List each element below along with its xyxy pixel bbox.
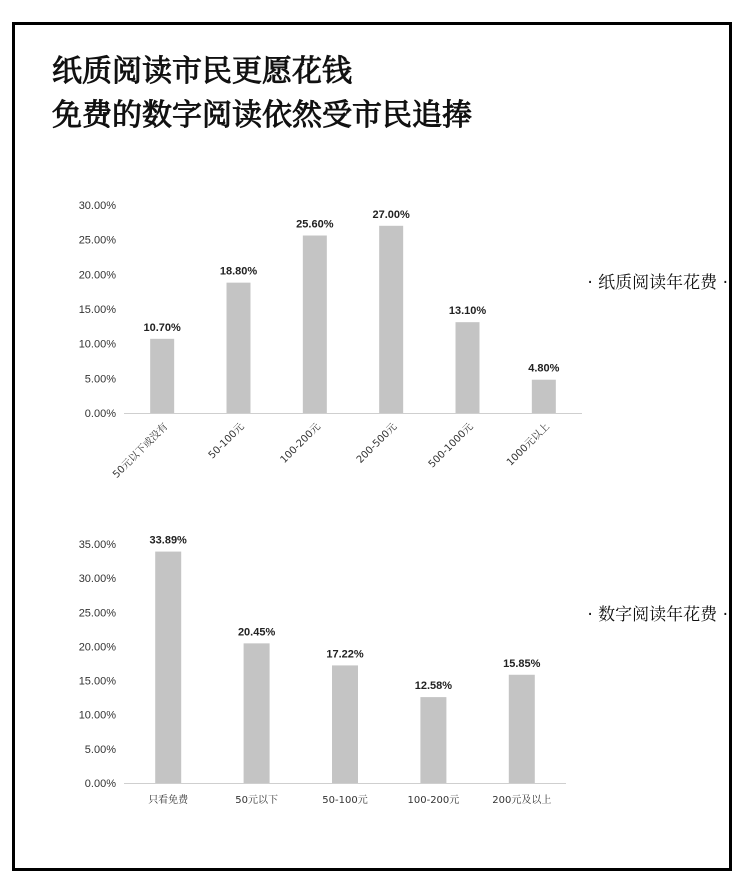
paper-bar-value-label: 13.10%	[448, 305, 487, 318]
paper-bar	[532, 380, 556, 413]
digital-reading-chart-label: · 数字阅读年花费 ·	[587, 605, 728, 625]
digital-category-label: 100-200元	[407, 795, 460, 806]
paper-y-tick-label: 30.00%	[78, 200, 116, 212]
paper-category-label: 200-500元	[354, 421, 400, 466]
digital-y-tick-label: 35.00%	[78, 539, 116, 551]
paper-reading-chart-label: · 纸质阅读年花费 ·	[587, 273, 728, 293]
paper-bar	[303, 236, 327, 413]
paper-bar	[379, 226, 403, 413]
paper-category-label: 50元以下或没有	[111, 421, 171, 481]
paper-bar-value-label: 25.60%	[296, 218, 334, 231]
digital-y-tick-label: 30.00%	[78, 573, 116, 586]
digital-bar-value-label: 17.22%	[326, 648, 364, 661]
digital-category-label: 50-100元	[322, 795, 368, 806]
digital-y-tick-label: 5.00%	[84, 743, 116, 756]
digital-bar	[155, 552, 181, 783]
digital-bar-value-label: 20.45%	[237, 626, 276, 639]
digital-category-label: 200元及以上	[492, 795, 552, 806]
digital-y-tick-label: 15.00%	[78, 675, 116, 688]
digital-bar	[509, 675, 535, 783]
paper-bar	[456, 322, 480, 413]
paper-category-label: 1000元以上	[504, 421, 552, 469]
digital-category-label: 50元以下	[235, 795, 278, 806]
paper-bar-value-label: 27.00%	[372, 208, 410, 221]
headline-line-2: 免费的数字阅读依然受市民追捧	[52, 98, 472, 133]
digital-y-tick-label: 20.00%	[78, 641, 116, 654]
digital-bar	[244, 643, 270, 783]
digital-bar-value-label: 15.85%	[503, 657, 541, 670]
paper-bar	[150, 339, 174, 413]
paper-bar-value-label: 4.80%	[528, 362, 560, 375]
paper-y-tick-label: 25.00%	[78, 234, 116, 247]
digital-y-tick-label: 10.00%	[78, 709, 116, 722]
paper-y-tick-label: 5.00%	[84, 373, 116, 386]
paper-y-tick-label: 15.00%	[78, 304, 116, 316]
digital-y-tick-label: 0.00%	[84, 778, 116, 790]
digital-bar-value-label: 33.89%	[149, 534, 187, 547]
digital-y-tick-label: 25.00%	[78, 607, 116, 620]
digital-category-label: 只看免费	[148, 795, 189, 806]
digital-bar-value-label: 12.58%	[414, 680, 453, 693]
headline-line-1: 纸质阅读市民更愿花钱	[52, 54, 352, 89]
digital-bar	[420, 697, 446, 783]
paper-bar	[227, 283, 251, 413]
paper-category-label: 500-1000元	[426, 421, 476, 471]
paper-bar-value-label: 10.70%	[143, 321, 181, 334]
digital-bar	[332, 665, 358, 783]
paper-y-tick-label: 10.00%	[78, 338, 116, 351]
paper-category-label: 50-100元	[206, 421, 247, 462]
paper-category-label: 100-200元	[278, 421, 323, 466]
paper-y-tick-label: 20.00%	[78, 269, 116, 282]
paper-y-tick-label: 0.00%	[84, 408, 116, 420]
paper-bar-value-label: 18.80%	[219, 265, 258, 278]
